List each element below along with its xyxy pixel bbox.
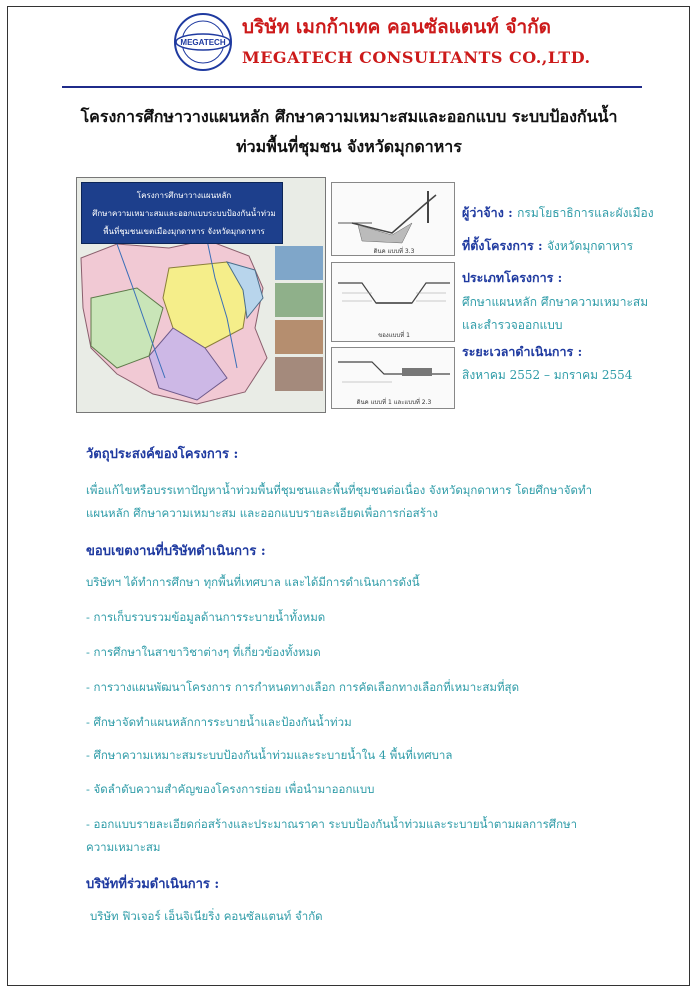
cross-section-drawing-3	[331, 347, 455, 409]
cross-section-drawing-1	[331, 182, 455, 256]
objective-line2: แผนหลัก ศึกษาความเหมาะสม และออกแบบรายละเอียดเพื่อการก่อสร้าง	[86, 506, 438, 520]
scope-intro: บริษัทฯ ได้ทำการศึกษา ทุกพื้นที่เทศบาล และได้มีการดำเนินการดังนี้	[86, 575, 420, 589]
project-type-value-line2: และสำรวจออกแบบ	[462, 318, 563, 332]
partner-name: บริษัท ฟิวเจอร์ เอ็นจิเนียริ่ง คอนซัลแตนท์ จำกัด	[90, 909, 323, 923]
map-banner-line1: โครงการศึกษาวางแผนหลัก	[136, 191, 232, 200]
location-value: จังหวัดมุกดาหาร	[546, 239, 634, 253]
scope-item-5: - ศึกษาความเหมาะสมระบบป้องกันน้ำท่วมและระบายน้ำใน 4 พื้นที่เทศบาล	[86, 748, 453, 762]
scope-item-1: - การเก็บรวบรวมข้อมูลด้านการระบายน้ำทั้งหมด	[86, 610, 326, 624]
drawing-caption-2: ของแบบที่ 1	[378, 332, 410, 339]
map-banner-line3: พื้นที่ชุมชนเขตเมืองมุกดาหาร จังหวัดมุกดาหาร	[103, 227, 265, 236]
client-label: ผู้ว่าจ้าง :	[462, 205, 518, 220]
project-title-line2: ท่วมพื้นที่ชุมชน จังหวัดมุกดาหาร	[236, 137, 462, 156]
period-value: สิงหาคม 2552 – มกราคม 2554	[462, 368, 633, 382]
project-title-line1: โครงการศึกษาวางแผนหลัก ศึกษาความเหมาะสมและออกแบบ ระบบป้องกันน้ำ	[80, 107, 618, 126]
scope-item-7	[86, 813, 646, 859]
company-logo	[173, 12, 233, 72]
section-1-sketch	[332, 183, 456, 257]
project-type-value-line1: ศึกษาแผนหลัก ศึกษาความเหมาะสม	[462, 295, 649, 309]
map-banner-line2: ศึกษาความเหมาะสมและออกแบบระบบป้องกันน้ำท่วม	[92, 209, 276, 218]
project-map-image	[76, 177, 326, 413]
scope-item-6: - จัดลำดับความสำคัญของโครงการย่อย เพื่อนำมาออกแบบ	[86, 782, 375, 796]
project-title	[20, 102, 678, 162]
client-row	[462, 203, 654, 223]
objective-text	[86, 479, 646, 525]
logo-text: MEGATECH	[180, 38, 226, 47]
header-divider	[62, 86, 642, 88]
period-label: ระยะเวลาดำเนินการ :	[462, 344, 583, 359]
client-value: กรมโยธาธิการและผังเมือง	[517, 206, 654, 220]
company-name-thai: บริษัท เมกก้าเทค คอนซัลแตนท์ จำกัด	[242, 16, 551, 38]
cross-section-drawing-2	[331, 262, 455, 342]
objective-line1: เพื่อแก้ไขหรือบรรเทาปัญหาน้ำท่วมพื้นที่ชุมชนและพื้นที่ชุมชนต่อเนื่อง จังหวัดมุกดาหาร โดยศึกษาจัดทำ	[86, 483, 593, 497]
scope-item-4: - ศึกษาจัดทำแผนหลักการระบายน้ำและป้องกันน้ำท่วม	[86, 715, 352, 729]
scope-item-2: - การศึกษาในสาขาวิชาต่างๆ ที่เกี่ยวข้องทั้งหมด	[86, 645, 321, 659]
location-row	[462, 236, 633, 256]
location-label: ที่ตั้งโครงการ :	[462, 238, 547, 253]
partner-heading: บริษัทที่ร่วมดำเนินการ :	[86, 877, 220, 892]
scope-heading: ขอบเขตงานที่บริษัทดำเนินการ :	[86, 544, 266, 559]
scope-item-7-line1: - ออกแบบรายละเอียดก่อสร้างและประมาณราคา ระบบป้องกันน้ำท่วมและระบายน้ำตามผลการศึกษา	[86, 817, 578, 831]
section-2-sketch	[332, 263, 456, 343]
scope-item-3: - การวางแผนพัฒนาโครงการ การกำหนดทางเลือก การคัดเลือกทางเลือกที่เหมาะสมที่สุด	[86, 680, 520, 694]
section-3-sketch	[332, 348, 456, 410]
objective-heading: วัตถุประสงค์ของโครงการ :	[86, 447, 239, 462]
drawing-caption-3: ดินค แบบที่ 1 และแบบที่ 2.3	[356, 399, 432, 406]
project-type-label: ประเภทโครงการ :	[462, 270, 563, 285]
map-banner	[81, 182, 283, 244]
scope-item-7-line2: ความเหมาะสม	[86, 840, 161, 854]
company-name-english: MEGATECH CONSULTANTS CO.,LTD.	[242, 48, 591, 67]
drawing-caption-1: ดินค แบบที่ 3.3	[373, 248, 415, 255]
